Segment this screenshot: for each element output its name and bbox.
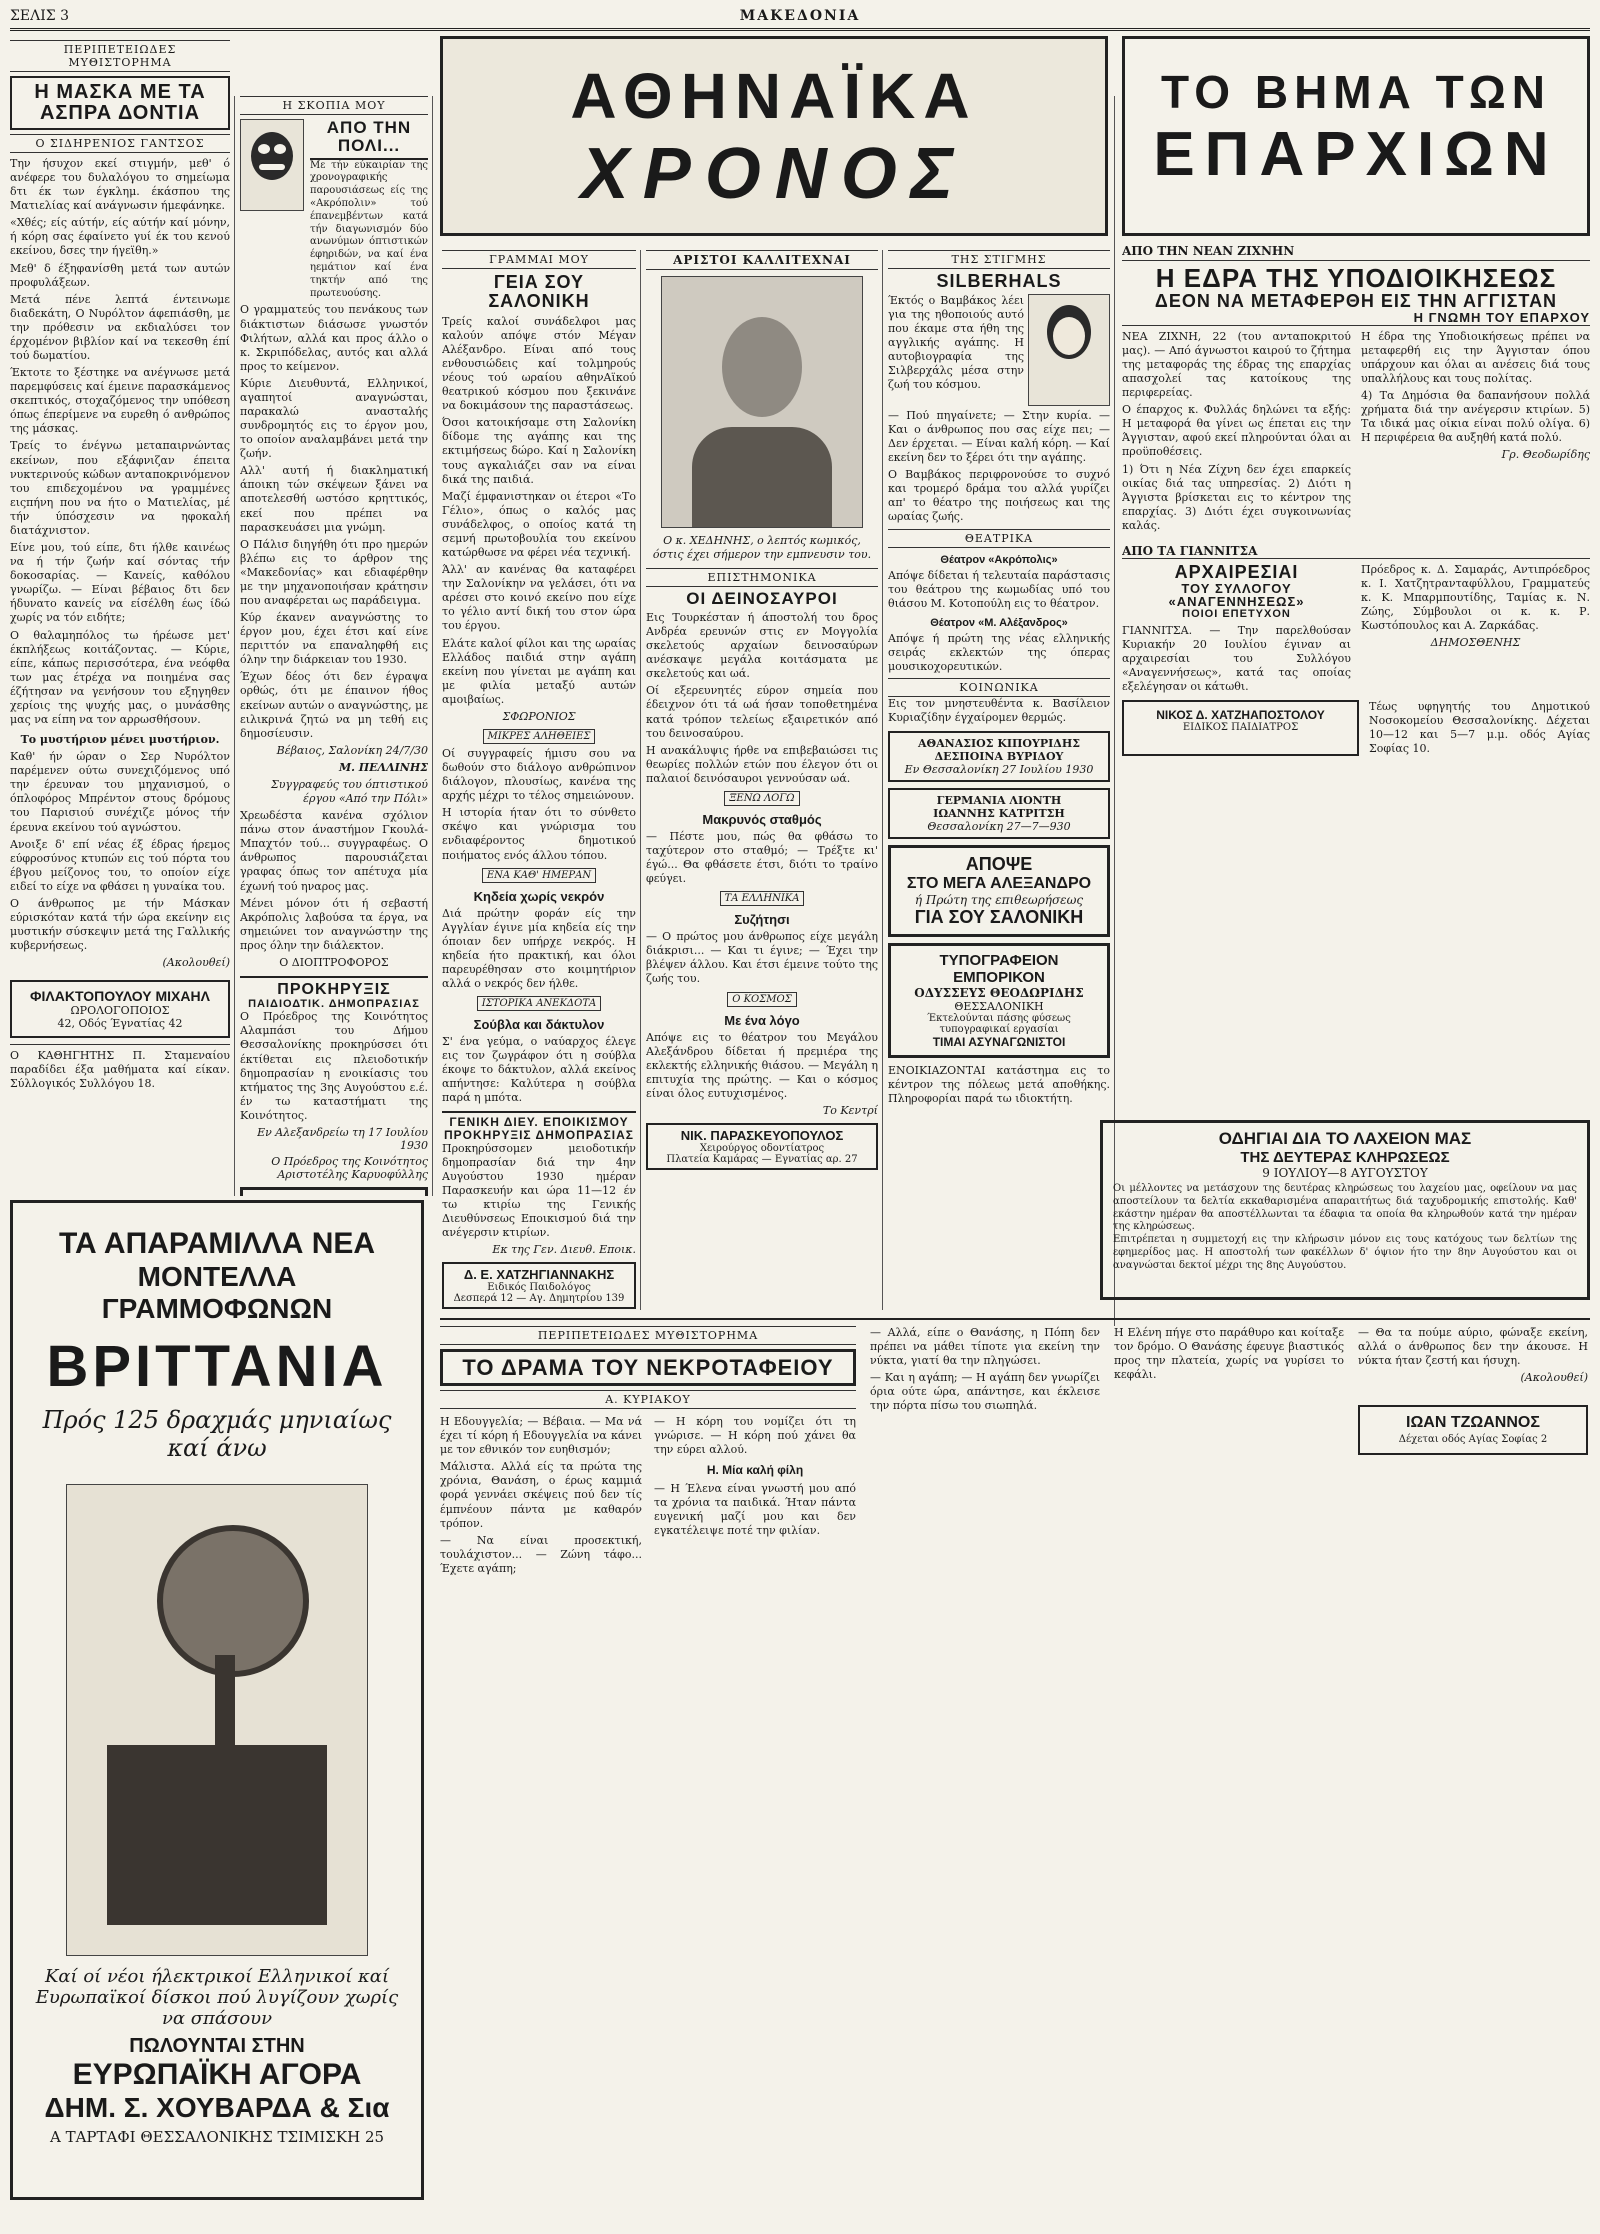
paragraph: Την ήσυχον εκεί στιγμήν, μεθ' ό ανέφερε του δυλαλόγου το σημείωμα δτι έκ των έγκλημ. έκάσπου της Ματιελίας καί ανάγνωσιν ήμεφάνηκε. <box>10 157 230 213</box>
artists-title: ΑΡΙΣΤΟΙ ΚΑΛΛΙΤΕΧΝΑΙ <box>646 250 878 270</box>
ad-name: ΝΙΚ. ΠΑΡΑΣΚΕΥΟΠΟΥΛΟΣ <box>680 1127 844 1143</box>
paragraph: — Η κόρη του νομίζει ότι τη γνώρισε. — Η κόρη πού χάνει θα την εύρει αλλού. <box>654 1415 856 1457</box>
wedding-notice <box>888 788 1110 839</box>
ad-body: Τέως υφηγητής του Δημοτικού Νοσοκομείου Θεσσαλονίκης. Δέχεται 10—12 και 5—7 μ.μ. οδός Αγίας Σοφίας 10. <box>1369 700 1590 756</box>
notice-signature: Εκ της Γεν. Διευθ. Εποικ. <box>492 1243 636 1257</box>
section-tag: ΜΙΚΡΕΣ ΑΛΗΘΕΙΕΣ <box>483 729 596 744</box>
paragraph: Πρόεδρος κ. Δ. Σαμαράς, Αντιπρόεδρος κ. Ι. Χατζητρανταφύλλου, Γραμματεύς κ. Κ. Μπαρμπουτίδης, Ταμίας κ. Ν. Ζώης, Σύμβουλοι οι κ. κ. Ρ. Κωστόπουλος και Α. Ζαρκάδας. <box>1361 562 1590 633</box>
paragraph: — Θα τα πούμε αύριο, φώναξε εκείνη, αλλά ο άνθρωπος δεν την άκουσε. Η νύκτα ήταν ζεστή και ήσυχη. <box>1358 1326 1588 1368</box>
signature-note: Συγγραφεύς του όπτιστικού έργου «Από την Πόλι» <box>270 777 428 806</box>
paragraph: Έχων δέος ότι δεν έγραψα ορθώς, ότι με έπαινον ήθος εκείνων αυτών ο αναγνώστης, με ειλικρινά ζητώ να μη τεθή εις δημοσίευσιν. <box>240 670 428 740</box>
ad-name: Δ. Ε. ΧΑΤΖΗΓΙΑΝΝΑΚΗΣ <box>463 1267 615 1283</box>
notice-title: ΠΡΟΚΗΡΥΞΙΣ <box>277 980 391 998</box>
column-rule <box>640 250 641 1310</box>
article-body <box>10 157 230 970</box>
column-serial <box>10 40 230 1200</box>
novel-section <box>440 1326 1590 2206</box>
ad-line: ΑΠΟΨΕ <box>965 854 1033 875</box>
paragraph: Καθ' ήν ώραν ο Σερ Νυρόλτον παρέμενεν ούτω συνεχιζόμενος υπό την έρευναν του μηχανισμού, ο όπλοφόρος Μπρέντον στους δρόμους του Παρισιού συνέχιζε μόνος τήν έρευνα εκείνου τού αγνώστου. <box>10 750 230 834</box>
serial-title: Η ΜΑΣΚΑ ΜΕ ΤΑ ΑΣΠΡΑ ΔΟΝΤΙΑ <box>10 76 230 130</box>
column-letters <box>442 250 636 1310</box>
paragraph: Έκτοτε το ξέστηκε να ανέγνωσε μετά παρεμφύσεις καί έμεινε παρασκάμενος σκεπτικός, στοχαζόμενος την υπόθεση όπως έπερίμενε να ευρεθη ό ανθρώπος της μάσκας. <box>10 366 230 436</box>
signature: (Ακολουθεί) <box>1520 1371 1588 1385</box>
text-column <box>1361 330 1590 536</box>
novel-title: ΤΟ ΔΡΑΜΑ ΤΟΥ ΝΕΚΡΟΤΑΦΕΙΟΥ <box>440 1349 856 1386</box>
ad-line: Έκτελούνται πάσης φύσεως τυπογραφικαί εργασίαι <box>927 1013 1071 1036</box>
provinces-deck: Η ΓΝΩΜΗ ΤΟΥ ΕΠΑΡΧΟΥ <box>1122 311 1590 326</box>
novel-column <box>440 1326 856 1579</box>
paragraph: Με τήν εύκαιρίαν της χρονογραφικής παρουσιάσεως είς της «Ακρόπολιν» τού έπανεμβέντων κατά τήν διαγωνισμόν δύο ανωνύμων όπτιστικών έφηριδών, να καί ένα ηεμάτιον καί ένα τηκτήν από της πρωτευούσης. <box>310 159 428 299</box>
provinces-title: Η ΕΔΡΑ ΤΗΣ ΥΠΟΔΙΟΙΚΗΣΕΩΣ <box>1155 263 1557 293</box>
ad-line: ΣΤΟ ΜΕΓΑ ΑΛΕΞΑΝΔΡΟ <box>906 875 1092 893</box>
ad-address: 42, Οδός Έγνατίας 42 <box>57 1017 183 1031</box>
paragraph: Μάλιστα. Αλλά είς τα πρώτα της χρόνια, Θανάση, ο έρως καμμιά φορά γεννάει σκέψεις πού δεν τίς έμπνέουν πάντα με καθαρόν τρόπον. <box>440 1460 642 1530</box>
serial-byline: Ο ΣΙΔΗΡΕΝΙΟΣ ΓΑΝΤΣΟΣ <box>10 134 230 153</box>
show-ad <box>888 845 1110 937</box>
paragraph: Οί εξερευνητές εύρον σημεία που έδειχνον ότι τά ωά ήσαν τοποθετημένα κατά τρόπον τελείως εξαιρετικόν από του δεινοσαύρου. <box>646 684 878 740</box>
masthead-line: ΕΠΑΡΧΙΩΝ <box>1153 120 1559 189</box>
section-tag: ΤΑ ΕΛΛΗΝΙΚΑ <box>720 891 805 906</box>
ad-line: ΤΙΜΑΙ ΑΣΥΝΑΓΩΝΙΣΤΟΙ <box>932 1035 1066 1050</box>
ad-address: Πλατεία Καμάρας — Εγνατίας αρ. 27 <box>666 1153 858 1165</box>
ad-subtitle: ΩΡΟΛΟΓΟΠΟΙΟΣ <box>70 1004 170 1018</box>
column-moment <box>888 250 1110 1310</box>
letters-title: ΓΕΙΑ ΣΟΥ ΣΑΛΟΝΙΚΗ <box>488 272 590 311</box>
science-kicker: ΕΠΙΣΤΗΜΟΝΙΚΑ <box>646 568 878 587</box>
paragraph: Άλλ' αν κανένας θα καταφέρει την Σαλονίκην να γελάσει, ότι να αρέσει στο κοινό εκείνο που είχε το γέλιο αντί δική του στον ώρα του έργου. <box>442 563 636 633</box>
auction-notice <box>240 976 428 1181</box>
paragraph: Εις τον μνηστευθέντα κ. Βασίλειον Κυριαζίδην έγχαίρομεν θερμώς. <box>888 696 1110 725</box>
opinion-kicker: Η ΣΚΟΠΙΑ ΜΟΥ <box>240 96 428 115</box>
section-title: Με ένα λόγο <box>724 1012 800 1028</box>
notice-title: ΓΕΝΙΚΗ ΔΙΕΥ. ΕΠΟΙΚΙΣΜΟΥ <box>449 1115 629 1130</box>
column-opinion <box>240 96 428 1196</box>
engagement-notice <box>888 731 1110 782</box>
signature: Το Κεντρί <box>822 1103 878 1117</box>
ad-brand: ΒΡΙΤΤΑΝΙΑ <box>46 1334 388 1399</box>
paragraph: Τρείς καλοί συνάδελφοι μας καλούν απόψε στόν Μέγαν Αλέξανδρο. Είναι από τους ενθουσιώδεις καί τολμηρούς νέους τού ωραίου αθηνΑϊκού θεατρικού κόσμου που ξεκινάνε να δοκιμάσουν της παραστάσεως. <box>442 314 636 413</box>
page-header <box>10 6 1590 31</box>
actress-sketch <box>1028 294 1110 406</box>
paragraph: Επιτρέπεται η συμμετοχή εις την κλήρωσιν μόνον εις τους κατόχους των δελτίων της εφημερίδος μας. Η αποστολή των φακέλλων δ' όψιον ήτο την 8ην Αυγούστου και οι αναγνώσται δεκτοί μέχρι της 8ης Αυγούστου. <box>1113 1234 1577 1271</box>
ad-line: ή Πρώτη της επιθεωρήσεως <box>914 893 1084 908</box>
paragraph: Η ιστορία ήταν ότι το σύνθετο σκέψο και γνώρισμα του ενδιαφέροντος δημοτικού ποιήματος ενός άλλου τόπου. <box>442 806 636 862</box>
notice-line: Θεσσαλονίκη 27—7—930 <box>927 820 1071 834</box>
paragraph: Η Ελένη πήγε στο παράθυρο και κοίταξε τον δρόμο. Ο Θανάσης έφευγε βιαστικός προς την πλατεία, χωρίς να γυρίσει το κεφάλι. <box>1114 1326 1344 1382</box>
paragraph: Έκτός ο Βαμβάκος λέει για της ηθοποιούς αυτό που έκαμε στα ήθη της αγγλικής αγάπης. Η αυτοβιογραφία της Σιλβερχάλς μέσα στην ζωή του κόσμου. <box>888 293 1024 392</box>
novel-column <box>1358 1326 1588 1579</box>
paragraph: Μένει μόνον ότι ή σεβαστή Ακρόπολις λαβούσα τα έργα, να σημειώνει τον αναγνώστην της προς όλην την διάλεκτον. <box>240 896 428 952</box>
ad-line: ΜΟΝΤΕΛΛΑ ΓΡΑΜΜΟΦΩΝΩΝ <box>101 1261 333 1324</box>
section-tag: ΕΝΑ ΚΑΘ' ΗΜΕΡΑΝ <box>482 868 596 883</box>
paragraph: — Η Έλενα είναι γνωστή μου από τα χρόνια τα παιδικά. Ήταν πάντα ευγενική μαζί μου και δεν εγκατέλειψε ποτέ την φιλίαν. <box>654 1481 856 1537</box>
ad-line: ΓΙΑ ΣΟΥ ΣΑΛΟΝΙΚΗ <box>914 907 1084 928</box>
yannitsa-section <box>1122 563 1590 694</box>
paragraph: ΓΙΑΝΝΙΤΣΑ. — Την παρελθούσαν Κυριακήν 20 Ιουλίου έγιναν αι αρχαιρεσίαι του Συλλόγου «Αναγεννήσεως», κατά τας οποίας εξελέγησαν οι κάτωθι. <box>1122 623 1351 693</box>
text-column <box>1361 563 1590 694</box>
paragraph: Τρείς το ένέγνω μεταπαιρνώντας εκείνων, που εξάφνιζαν έπειτα νυκτερινούς κώδων ανταποκρινόμενον του επιδεχομένου να γραμμένες ειςπήνη που να ήτο ο Ματιελίας, μέ τήν ύπόσχεσιν να ηφοκαλή διατάχνιστον. <box>10 439 230 537</box>
novel-columns <box>440 1326 1590 1579</box>
paragraph: Ο έπαρχος κ. Φυλλάς δηλώνει τα εξής: Η μεταφορά θα γίνει ως έπεται εις την Άγγισταν, αφού εκεί πληρούνται όλαι αι προϋποθέσεις. <box>1122 403 1351 459</box>
lottery-box <box>1100 1120 1590 1300</box>
section-tag: ΙΣΤΟΡΙΚΑ ΑΝΕΚΔΟΤΑ <box>477 996 602 1011</box>
paragraph: — Πού πηγαίνετε; — Στην κυρία. — Και ο άνθρωπος που σας είχε πει; — Δεν έρχεται. — Είναι καλή κόρη. — Καί εκείνη δεν το ξέρει ότι την αγάπης. <box>888 408 1110 465</box>
ad-line: ΠΩΛΟΥΝΤΑΙ ΣΤΗΝ <box>129 2035 305 2057</box>
paragraph: Απόψε ή πρώτη της νέας ελληνικής σειράς εκλεκτών της όπερας μουσικοχορευτικών. <box>888 631 1110 673</box>
yannitsa-title: ΑΡΧΑΙΡΕΣΙΑΙ <box>1174 561 1299 582</box>
dentist-ad <box>646 1123 878 1170</box>
signature-name: Μ. ΠΕΛΛΙΝΗΣ <box>338 760 428 774</box>
paragraph: — Ο πρώτος μου άνθρωπος είχε μεγάλη διάκρισι... — Και τι έγινε; — Έχει την βλέψεν άλλου. Και έτσι έμεινε τούτο της ζωής του. <box>646 930 878 986</box>
notice-line: ΑΘΑΝΑΣΙΟΣ ΚΙΠΟΥΡΙΔΗΣ <box>917 737 1080 751</box>
tutor-ad: Ο ΚΑΘΗΓΗΤΗΣ Π. Σταμεναίου παραδίδει έξα μαθήματα καί είκαν. Σύλλογικός Συλλόγου 18. <box>10 1044 230 1091</box>
paragraph: Μεθ' δ έξηφανίσθη μετά των αυτών προφυλάξεων. <box>10 261 230 289</box>
masthead-line: ΑΘΗΝΑΪΚΑ <box>570 60 978 132</box>
paragraph: Κύρ έκανεν αναγνώστης το έργον μου, έχει έτσι καί είνε περιττόν να επαναληφθή εις όλην την διάρκειαν του 1930. <box>240 611 428 667</box>
paragraph: «Χθές; είς αύτήν, είς αύτήν καί μόνην, ή κόρη σας έφαίνετο γυί έκ του κενού εκείνου, δσες την ήγεϊθη.» <box>10 216 230 258</box>
doctor-section <box>1122 700 1590 756</box>
paragraph: — Να είναι προσεκτική, τουλάχιστον... — Ζώνη τάφο... Έχετε αγάπη; <box>440 1533 642 1575</box>
yannitsa-kicker: ΑΠΟ ΤΑ ΓΙΑΝΝΙΤΣΑ <box>1122 544 1590 559</box>
text-column <box>440 1415 642 1579</box>
notice-body: Προκηρύσσομεν μειοδοτικήν δημοπρασίαν διά την 4ην Αυγούστου 1930 ημέραν Παρασκευήν και ώρα 11—12 έν τω κτιρίω της Γενικής Διευθύνσεως Εποικισμού διά την ανέγερσιν κτιρίων. <box>442 1141 636 1240</box>
paragraph: Το μυστήριον μένει μυστήριον. <box>20 733 220 747</box>
masthead-line: ΤΟ ΒΗΜΑ ΤΩΝ <box>1161 66 1551 118</box>
novel-author: Α. ΚΥΡΙΑΚΟΥ <box>440 1390 856 1409</box>
section-title: Κηδεία χωρίς νεκρόν <box>473 888 605 904</box>
novel-column <box>1114 1326 1344 1579</box>
novel-kicker: ΠΕΡΙΠΕΤΕΙΩΔΕΣ ΜΥΘΙΣΤΟΡΗΜΑ <box>440 1326 856 1345</box>
paragraph: Εις Τουρκέσταν ή άποστολή του δρος Ανδρέα ερευνών στις εν Μογγολία σκελετούς αρχαίων δεινοσαύρων ανέσκαψε μεγάλα κοιτάσματα με σκελετούς και ωά. <box>646 611 878 681</box>
novel-ad <box>1358 1405 1588 1454</box>
ad-address: Α ΤΑΡΤΑΦΙ ΘΕΣΣΑΛΟΝΙΚΗΣ ΤΣΙΜΙΣΚΗ 25 <box>49 2128 385 2146</box>
paragraph: — Αλλά, είπε ο Θανάσης, η Πόπη δεν πρέπει να μάθει τίποτε για εκείνη την νύκτα, γιατί θα την πληγώσει. <box>870 1326 1100 1368</box>
signature: Ο ΔΙΟΠΤΡΟΦΟΡΟΣ <box>279 955 389 969</box>
section-tag: ΞΕΝΩ ΛΟΓΩ <box>724 791 799 806</box>
text-column <box>1122 563 1351 694</box>
column-rule <box>882 250 883 1310</box>
theatre-title: Θέατρον «Μ. Αλέξανδρος» <box>930 616 1068 629</box>
paragraph: Αλλ' αυτή ή διακληματική άποικη τών σκέψεων ξάνει να αποτελεσθή ωστόσο κρηττικός, εκεί που πρέπει να παρασκευάσει μια γνώμη. <box>240 464 428 534</box>
lottery-title: ΟΔΗΓΙΑΙ ΔΙΑ ΤΟ ΛΑΧΕΙΟΝ ΜΑΣ <box>1218 1129 1472 1148</box>
lottery-dates: 9 ΙΟΥΛΙΟΥ—8 ΑΥΓΟΥΣΤΟΥ <box>1262 1166 1428 1180</box>
notice-line: ΙΩΑΝΝΗΣ ΚΑΤΡΙΤΣΗ <box>933 807 1065 821</box>
section-title: Σούβλα και δάκτυλον <box>473 1017 605 1033</box>
notice-line: ΓΕΡΜΑΝΙΑ ΛΙΟΝΤΗ <box>936 794 1062 808</box>
novel-column <box>870 1326 1100 1579</box>
article-body <box>240 303 428 970</box>
paragraph: Χρεωδέστα κανένα σχόλιον πάνω στον άναστήμον Γκουλά-Μπαχτόν τού... συγγραφέως. Ο άνθρωπος παρουσιάζεται γραφας όπως τον απέτυχα μία έχωνή τού ηναρος μας. <box>240 809 428 893</box>
provinces-kicker: ΑΠΟ ΤΗΝ ΝΕΑΝ ΖΙΧΝΗΝ <box>1122 244 1590 261</box>
paragraph: 4) Τα Δημόσια θα δαπανήσουν πολλά χρήματα διά την ανέγερσιν κτιρίων. 5) Τα ιδικά μας οίκια είναι πολύ ολίγα. 6) Η περιφέρεια θα αυξηθή κατά πολύ. <box>1361 389 1590 445</box>
ad-name: ΦΙΛΑΚΤΟΠΟΥΛΟΥ ΜΙΧΑΗΛ <box>30 988 210 1005</box>
paper-name: ΜΑΚΕΔΟΝΙΑ <box>739 8 861 24</box>
paragraph: Οί συγγραφείς ήμισυ σου να δωθούν στο διάλογο ανθρώπινον διάλογον, πλουσίως, κανένα της αρχής μέχρι το τέλος σημειώνουν. <box>442 746 636 803</box>
settlement-notice <box>442 1111 636 1256</box>
letters-kicker: ΓΡΑΜΜΑΙ ΜΟΥ <box>442 250 636 269</box>
ad-address: Δεσπερά 12 — Αγ. Δημητρίου 139 <box>453 1293 625 1305</box>
notice-line: ΔΕΣΠΟΙΝΑ ΒΥΡΙΔΟΥ <box>934 750 1064 764</box>
section-title: Μακρυνός σταθμός <box>702 811 822 827</box>
paragraph: Ανοιξε δ' επί νέας έξ έδρας ήρεμος εύφροσύνος κτυπών εις τού πόρτα του έβγου μείζονος του, το οποίον είχε ειδεί το είχε να φθάσει η γυναίκα του. <box>10 837 230 893</box>
theatre-title: Θέατρον «Ακρόπολις» <box>940 553 1058 566</box>
paragraph: Ο Βαμβάκος περιφρονούσε το συχνό και τρομερό δράμα του αλλά γυρίζει απ' το θέατρο της ποιήσεως και της ωραίας ζωής. <box>888 468 1110 524</box>
provinces-masthead <box>1122 36 1590 236</box>
printshop-ad <box>888 943 1110 1058</box>
paragraph: Ο θαλαμηπόλος τω ήρέωσε μετ' έκπλήξεως κοιτάζοντας. — Κύριε, είπε, κάπως περισσότερα, ένα νεόφθα των μας έτρέχα να ποιημένα σας έζήτησαν να γενήσουν του εξηγηθεν χερίοις της ψυχής μας, ο μυνάσθης μας να είπη να τον αρρωσθήσουν. <box>10 628 230 726</box>
article-body <box>442 315 636 724</box>
text-column <box>1122 330 1351 536</box>
yannitsa-subtitle: ΤΟΥ ΣΥΛΛΟΓΟΥ «ΑΝΑΓΕΝΝΗΣΕΩΣ» <box>1168 580 1305 610</box>
chapter-title: Η. Μία καλή φίλη <box>706 1463 804 1478</box>
watchmaker-ad <box>10 980 230 1038</box>
signature-place: Βέβαιος, Σαλονίκη 24/7/30 <box>276 743 428 757</box>
section-title: Συζήτησι <box>734 912 790 928</box>
ad-name: ΝΙΚΟΣ Δ. ΧΑΤΖΗΑΠΟΣΤΟΛΟΥ <box>1156 708 1325 723</box>
ad-line: ΟΔΥΣΣΕΥΣ ΘΕΟΔΩΡΙΔΗΣ <box>914 986 1084 1001</box>
page-mark: ΣΕΛΙΣ 3 <box>10 8 70 24</box>
rental-notice: ΕΝΟΙΚΙΑΖΟΝΤΑΙ κατάστημα εις το κέντρον της πόλεως μετά αποθήκης. Πληροφορίαι παρά τω ιδιοκτήτη. <box>888 1064 1110 1106</box>
paragraph: Οι μέλλοντες να μετάσχουν της δευτέρας κληρώσεως του λαχείου μας, οφείλουν να μας αποστείλουν τα δελτία εκκαθαρισμένα απαραιτήτως διά ταχυδρομικής επιστολής. Καθ' εκάστην ημέραν θα αποστέλλωνται τα έδαφια τα οποία θα κληρωθούν κατά την ημέραν της κληρώσεως. <box>1113 1183 1577 1233</box>
notice-signature: Ο Πρόεδρος της Κοινότητος Αριστοτέλης Καρυοφύλλης <box>271 1154 428 1181</box>
notice-subtitle: ΠΑΙΔΙΟΔΤΙΚ. ΔΗΜΟΠΡΑΣΙΑΣ <box>248 997 420 1010</box>
masthead-line: ΧΡΟΝΟΣ <box>580 134 968 214</box>
ad-line: ΤΑ ΑΠΑΡΑΜΙΛΛΑ ΝΕΑ <box>58 1227 376 1260</box>
ad-address: Δέχεται οδός Αγίας Σοφίας 2 <box>1398 1433 1548 1445</box>
ad-subtitle: Ειδικός Παιδολόγος <box>487 1282 591 1294</box>
vaccine-ad <box>240 1187 428 1196</box>
portrait-photo <box>661 276 863 528</box>
paragraph: Η Εδουγγελία; — Βέβαια. — Μα νά έχει τί κόρη ή Εδουγγελία να κάνει με τον εθνικόν τον ευηθισμόν; <box>440 1415 642 1457</box>
novel-text <box>440 1415 856 1579</box>
paragraph: Η ανακάλυψις ήρθε να επιβεβαιώσει τις θεωρίες πολλών ετών που έλεγον ότι οι παλαιοί δεινόσαυροι γεννούσαν ωά. <box>646 743 878 785</box>
column-rule <box>432 96 433 1196</box>
paragraph: Σ' ένα γεύμα, ο ναύαρχος έλεγε εις τον ζωγράφον ότι η σούβλα έκοψε το δάκτυλον, αλλά εκείνος απήντησε: Καλύτερα η σούβλα παρά η μπότα. <box>442 1035 636 1105</box>
section-tag: Ο ΚΟΣΜΟΣ <box>727 992 797 1007</box>
signature: Γρ. Θεοδωρίδης <box>1501 448 1590 462</box>
paragraph: 1) Ότι η Νέα Ζίχνη δεν έχει επαρκείς οικίας διά τας υπηρεσίας. 2) Διότι η Άγγιστα βρίσκεται εις το κέντρον της επαρχίας. 3) Διότι έχει συγκοινωνίας καλάς. <box>1122 462 1351 532</box>
theatre-kicker: ΘΕΑΤΡΙΚΑ <box>888 529 1110 548</box>
paragraph: Διά πρώτην φοράν είς την Αγγλίαν έγινε μία κηδεία είς την όποιαν δεν υπήρχε νεκρός. Η κηδεία ήτο πρακτική, και όλοι παρευρέθησαν στο κοιμητήριον αλλά ο νεκρός δεν ήλθε. <box>442 906 636 990</box>
moment-title: SILBERHALS <box>936 271 1062 291</box>
pediatrician-ad <box>1122 700 1359 756</box>
paragraph: Η έδρα της Υποδιοικήσεως πρέπει να μεταφερθή εις την Άγγισταν όπου υπάρχουν και όλαι αι ανέσεις διά τους υπαλλήλους και τους πολίτας. <box>1361 329 1590 386</box>
science-title: ΟΙ ΔΕΙΝΟΣΑΥΡΟΙ <box>686 589 838 609</box>
notice-subtitle: ΠΡΟΚΗΡΥΞΙΣ ΔΗΜΟΠΡΑΣΙΑΣ <box>444 1128 634 1143</box>
notice-date: Εν Αλεξανδρείω τη 17 Ιουλίου 1930 <box>257 1125 428 1152</box>
notice-body: Ο Πρόεδρος της Κοινότητος Αλαμπάσι του Δήμου Θεσσαλονίκης προκηρύσσει ότι έκτίθεται εις πλειοδοτικήν δημοπρασίαν η ενοικίασις του κτήματος της 3ης Αυγούστου ε.έ. έν τω καταστήματι της Κοινότητος. <box>240 1010 428 1122</box>
ad-price: Πρός 125 δραχμάς μηνιαίως καί άνω <box>42 1406 392 1462</box>
ad-line: ΤΥΠΟΓΡΑΦΕΙΟΝ ΕΜΠΟΡΙΚΟΝ <box>939 952 1059 987</box>
paragraph: Απόψε εις το θέατρον του Μεγάλου Αλεξάνδρου δίδεται ή πρεμιέρα της εκλεκτής ελληνικής θιάσου. — Μεγάλη η επιτυχία της πρώτης. — Και ο κόσμος είναι όλος ευτυχισμένος. <box>646 1030 878 1100</box>
signature: ΔΗΜΟΣΘΕΝΗΣ <box>1430 636 1521 650</box>
paragraph: Είνε μου, τού είπε, δτι ήλθε καινέως να ή τήν ζωήν καί σόντας τήν δοκοσαρίας. — Κανείς, καθόλου γνωρίζω. — Είναι βέβαιος δτι δεν ήδυνατο κανείς να είσέλθη έως ίδώ χωρίς να τόν ειδήτε; <box>10 541 230 625</box>
paragraph: Ο άνθρωπος με τήν Μάσκαν εύρισκόταν κατά τήν ώρα εκείνην εις μυστικήν σύσκεψιν μετά της Γαλλικής κυβερνήσεως. <box>10 896 230 953</box>
gramophone-illustration <box>66 1484 368 1956</box>
doctor-ad <box>442 1262 636 1309</box>
paragraph: ΝΕΑ ΖΙΧΝΗ, 22 (του ανταποκριτού μας). — Από άγνωστοι καιρού το ζήτημα της μεταφοράς της έδρας της επαρχίας απασχολεί τας κατοίκους της περιφερείας. <box>1122 329 1351 400</box>
moment-kicker: ΤΗΣ ΣΤΙΓΜΗΣ <box>888 250 1110 269</box>
paragraph: Απόψε δίδεται ή τελευταία παράστασις του θεάτρου της κωμωδίας υπό του θιάσου Μ. Κοτοπούλη εις το θέατρον. <box>888 568 1110 610</box>
paragraph: Ο Πάλισ διηγήθη ότι προ ημερών βλέπω εις το άρθρον της «Μακεδονίας» και εδιαφέρθην με την μηχανοποιήσαν κράτησιν που αναφέρεται ως παράδειγμα. <box>240 537 428 608</box>
column-provinces <box>1122 244 1590 1104</box>
ad-line: ΘΕΣΣΑΛΟΝΙΚΗ <box>954 1000 1044 1014</box>
paragraph: Όσοι κατοικήσαμε στη Σαλονίκη δίδομε της αγάπης και της εκτιμήσεως δώρο. Καί η Σαλονίκη τους αγκαλιάζει σαν να είναι δικά της παιδιά. <box>442 416 636 486</box>
signature: (Ακολουθεί) <box>162 956 230 970</box>
ad-subtitle: ΕΙΔΙΚΟΣ ΠΑΙΔΙΑΤΡΟΣ <box>1182 722 1299 734</box>
paragraph: Κύριε Διευθυντά, Ελληνικοί, αγαπητοί αναγνώσται, παρακαλώ ανασταλής συνδρομητός εις το έργον μου, το οποίον αναλαμβάνει μετά την ζωήν. <box>240 376 428 461</box>
article-body <box>646 611 878 786</box>
lottery-subtitle: ΤΗΣ ΔΕΥΤΕΡΑΣ ΚΛΗΡΩΣΕΩΣ <box>1240 1149 1450 1166</box>
column-artists <box>646 250 878 1310</box>
paragraph: Ελάτε καλοί φίλοι και της ωραίας Ελλάδος παιδιά στην αγάπη εκείνη που γίνεται με αγάπη και με φιλία μεταξύ αυτών αμοιβαίως. <box>442 636 636 706</box>
provinces-body <box>1122 330 1590 536</box>
text-column <box>654 1415 856 1579</box>
yannitsa-deck: ΠΟΙΟΙ ΕΠΕΤΥΧΟΝ <box>1182 608 1291 621</box>
ad-body: Καί οί νέοι ήλεκτρικοί Ελληνικοί καί Ευρωπαϊκοί δίσκοι πού λυγίζουν χωρίς να σπάσουν <box>35 1966 399 2029</box>
paragraph: — Πέστε μου, πώς θα φθάσω το ταχύτερον στο σταθμό; — Τρέξτε κι' έγώ... Θα φθάσετε έτσι, διότι το τραίνο φεύγει. <box>646 829 878 886</box>
gramophone-ad <box>10 1200 424 2200</box>
section-masthead <box>440 36 1108 236</box>
column-rule <box>234 96 235 1196</box>
article-body <box>888 409 1110 525</box>
ad-subtitle: Χειρούργος οδοντίατρος <box>699 1142 825 1154</box>
social-kicker: ΚΟΙΝΩΝΙΚΑ <box>888 678 1110 697</box>
paragraph: Μετά πένε λεπτά έντεινωμε διαδεκάτη, Ο Νυρόλτον άφεπιάσθη, με την πρόθεσιν να εκδιαλύσει τον έρχομένον βιβλίον καί να τεκεσθη έπί τού δωματίου. <box>10 292 230 363</box>
ad-shop: ΕΥΡΩΠΑΪΚΗ ΑΓΟΡΑ <box>72 2058 362 2091</box>
provinces-subtitle: ΔΕΟΝ ΝΑ ΜΕΤΑΦΕΡΘΗ ΕΙΣ ΤΗΝ ΑΓΓΙΣΤΑΝ <box>1154 291 1558 312</box>
section-rule <box>440 1318 1590 1320</box>
notice-line: Εν Θεσσαλονίκη 27 Ιουλίου 1930 <box>904 763 1094 777</box>
paragraph: Ο γραμματεύς του πενάκους των διάκτιστων διάσωσε γνωστόν Φιλήτων, αλλά και προς άλλο ο κ. Σκριπόδελας, αυτός και αλλά προς το κείμενον. <box>240 303 428 373</box>
paragraph: — Και η αγάπη; — Η αγάπη δεν γνωρίζει όρια ούτε ώρα, απάντησε, και έκλεισε την πόρτα πίσω του σιωπηλά. <box>870 1371 1100 1413</box>
signature: ΣΦΩΡΟΝΙΟΣ <box>502 709 576 723</box>
moment-intro <box>888 294 1110 406</box>
serial-kicker: ΠΕΡΙΠΕΤΕΙΩΔΕΣ ΜΥΘΙΣΤΟΡΗΜΑ <box>10 40 230 72</box>
paragraph: Μαζί έμφανιστηκαν οι έτεροι «Το Γέλιο», όπως ο καλός μας συνάδελφος, ο οποίος κατά τη σεμνή πρωτοβουλία του εκείνου κατώρθωσε να φέρει νέα τεχνική. <box>442 489 636 560</box>
ad-owner: ΔΗΜ. Σ. ΧΟΥΒΑΡΔΑ & Σια <box>44 2092 390 2123</box>
opinion-header <box>240 119 428 300</box>
opinion-title: ΑΠΟ ΤΗΝ ΠΟΛΙ... <box>310 119 428 160</box>
ad-name: ΙΩΑΝ ΤΖΩΑΝΝΟΣ <box>1406 1414 1540 1432</box>
article-body <box>442 747 636 863</box>
caricature-illustration <box>240 119 304 211</box>
photo-caption: Ο κ. ΧΕΔΗΝΗΣ, ο λεπτός κωμικός, όστις έχει σήμερον την εμπνευσιν του. <box>652 534 872 562</box>
